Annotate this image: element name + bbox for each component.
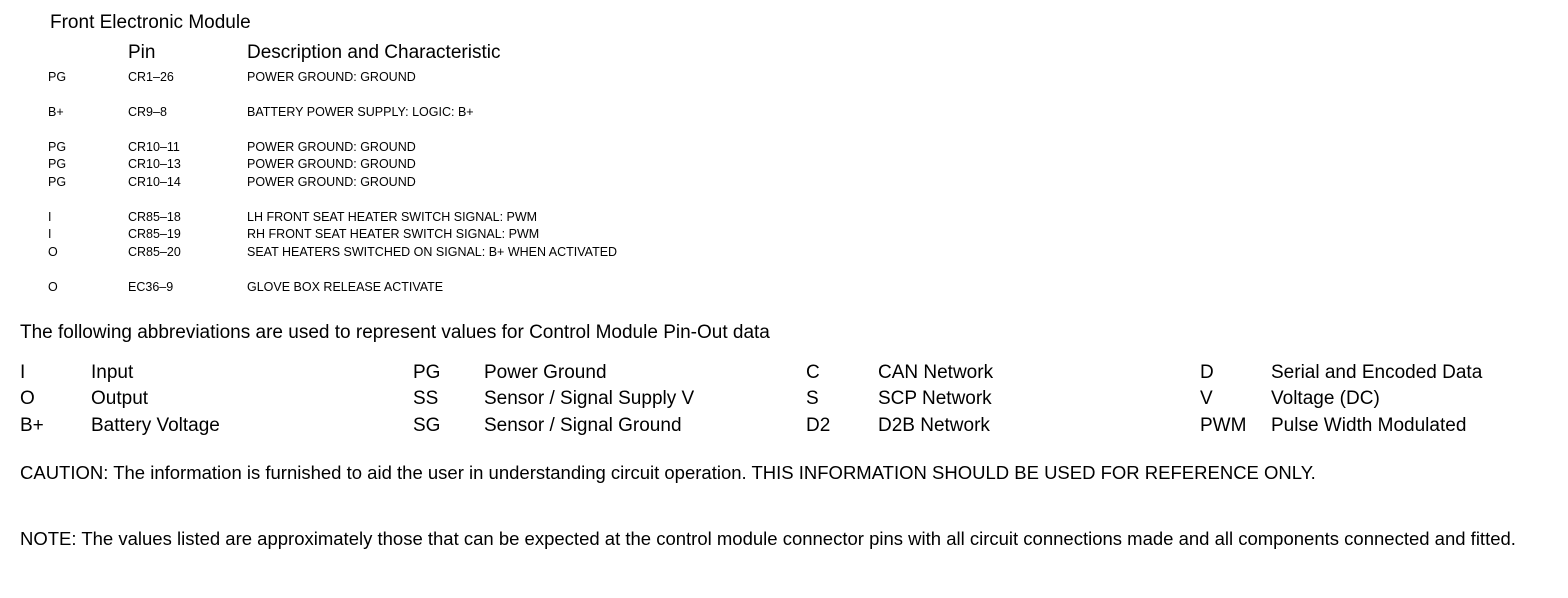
pin-description: POWER GROUND: GROUND bbox=[247, 157, 416, 171]
abbreviation-row bbox=[0, 388, 1568, 412]
abbreviations-intro: The following abbreviations are used to represent values for Control Module Pin-Out data bbox=[20, 322, 770, 343]
pin-description: LH FRONT SEAT HEATER SWITCH SIGNAL: PWM bbox=[247, 210, 538, 224]
pin-row bbox=[0, 210, 900, 226]
abbreviation-code: PG bbox=[413, 362, 441, 383]
abbreviation-code: C bbox=[806, 362, 820, 383]
pin-row bbox=[0, 140, 900, 156]
abbreviation-meaning: Pulse Width Modulated bbox=[1271, 415, 1467, 436]
pin-number: CR10–13 bbox=[128, 157, 181, 171]
pin-number: CR9–8 bbox=[128, 105, 167, 119]
abbreviation-meaning: CAN Network bbox=[878, 362, 994, 383]
abbreviation-code: I bbox=[20, 362, 26, 383]
module-title: Front Electronic Module bbox=[50, 12, 251, 33]
pin-number: CR85–19 bbox=[128, 227, 181, 241]
pin-description: RH FRONT SEAT HEATER SWITCH SIGNAL: PWM bbox=[247, 227, 540, 241]
pin-number: EC36–9 bbox=[128, 280, 174, 294]
abbreviation-code: V bbox=[1200, 388, 1213, 409]
pin-number: CR85–18 bbox=[128, 210, 181, 224]
pin-number: CR10–11 bbox=[128, 140, 180, 154]
pin-type: PG bbox=[48, 157, 67, 171]
abbreviation-code: D2 bbox=[806, 415, 831, 436]
pin-description: POWER GROUND: GROUND bbox=[247, 70, 416, 84]
abbreviation-code: SS bbox=[413, 388, 439, 409]
abbreviation-meaning: Output bbox=[91, 388, 149, 409]
note-text: NOTE: The values listed are approximately those that can be expected at the control module connector pins with all circuit connections made and all components connected and fitted. bbox=[20, 528, 1516, 549]
abbreviation-code: B+ bbox=[20, 415, 44, 436]
abbreviation-row bbox=[0, 362, 1568, 386]
abbreviation-meaning: Sensor / Signal Supply V bbox=[484, 388, 695, 409]
abbreviation-row bbox=[0, 415, 1568, 439]
pin-description: BATTERY POWER SUPPLY: LOGIC: B+ bbox=[247, 105, 474, 119]
abbreviation-meaning: SCP Network bbox=[878, 388, 992, 409]
description-column-header: Description and Characteristic bbox=[247, 42, 501, 63]
pin-row bbox=[0, 280, 900, 296]
pin-type: O bbox=[48, 245, 58, 259]
pin-description: POWER GROUND: GROUND bbox=[247, 175, 416, 189]
pin-type: B+ bbox=[48, 105, 64, 119]
abbreviation-code: D bbox=[1200, 362, 1214, 383]
abbreviation-meaning: Sensor / Signal Ground bbox=[484, 415, 682, 436]
abbreviation-meaning: D2B Network bbox=[878, 415, 990, 436]
pin-row bbox=[0, 70, 900, 86]
abbreviation-meaning: Input bbox=[91, 362, 134, 383]
pin-description: POWER GROUND: GROUND bbox=[247, 140, 416, 154]
pin-column-header: Pin bbox=[128, 42, 156, 63]
caution-text: CAUTION: The information is furnished to aid the user in understanding circuit operation. THIS INFORMATION SHOULD BE USED FOR REFERENCE ONLY. bbox=[20, 462, 1316, 483]
abbreviation-meaning: Voltage (DC) bbox=[1271, 388, 1380, 409]
pin-number: CR1–26 bbox=[128, 70, 174, 84]
pin-type: PG bbox=[48, 140, 67, 154]
abbreviation-meaning: Battery Voltage bbox=[91, 415, 220, 436]
pin-row bbox=[0, 227, 900, 243]
pin-row bbox=[0, 105, 900, 121]
pin-row bbox=[0, 245, 900, 261]
pin-type: PG bbox=[48, 175, 67, 189]
abbreviation-code: S bbox=[806, 388, 819, 409]
abbreviation-code: SG bbox=[413, 415, 441, 436]
pin-description: GLOVE BOX RELEASE ACTIVATE bbox=[247, 280, 444, 294]
pin-number: CR10–14 bbox=[128, 175, 181, 189]
abbreviation-meaning: Power Ground bbox=[484, 362, 607, 383]
abbreviation-code: O bbox=[20, 388, 35, 409]
pin-type: O bbox=[48, 280, 58, 294]
pin-row bbox=[0, 175, 900, 191]
pin-number: CR85–20 bbox=[128, 245, 181, 259]
abbreviation-code: PWM bbox=[1200, 415, 1247, 436]
pin-type: I bbox=[48, 227, 52, 241]
pin-type: I bbox=[48, 210, 52, 224]
pin-row bbox=[0, 157, 900, 173]
pin-description: SEAT HEATERS SWITCHED ON SIGNAL: B+ WHEN ACTIVATED bbox=[247, 245, 618, 259]
pin-type: PG bbox=[48, 70, 67, 84]
abbreviation-meaning: Serial and Encoded Data bbox=[1271, 362, 1483, 383]
